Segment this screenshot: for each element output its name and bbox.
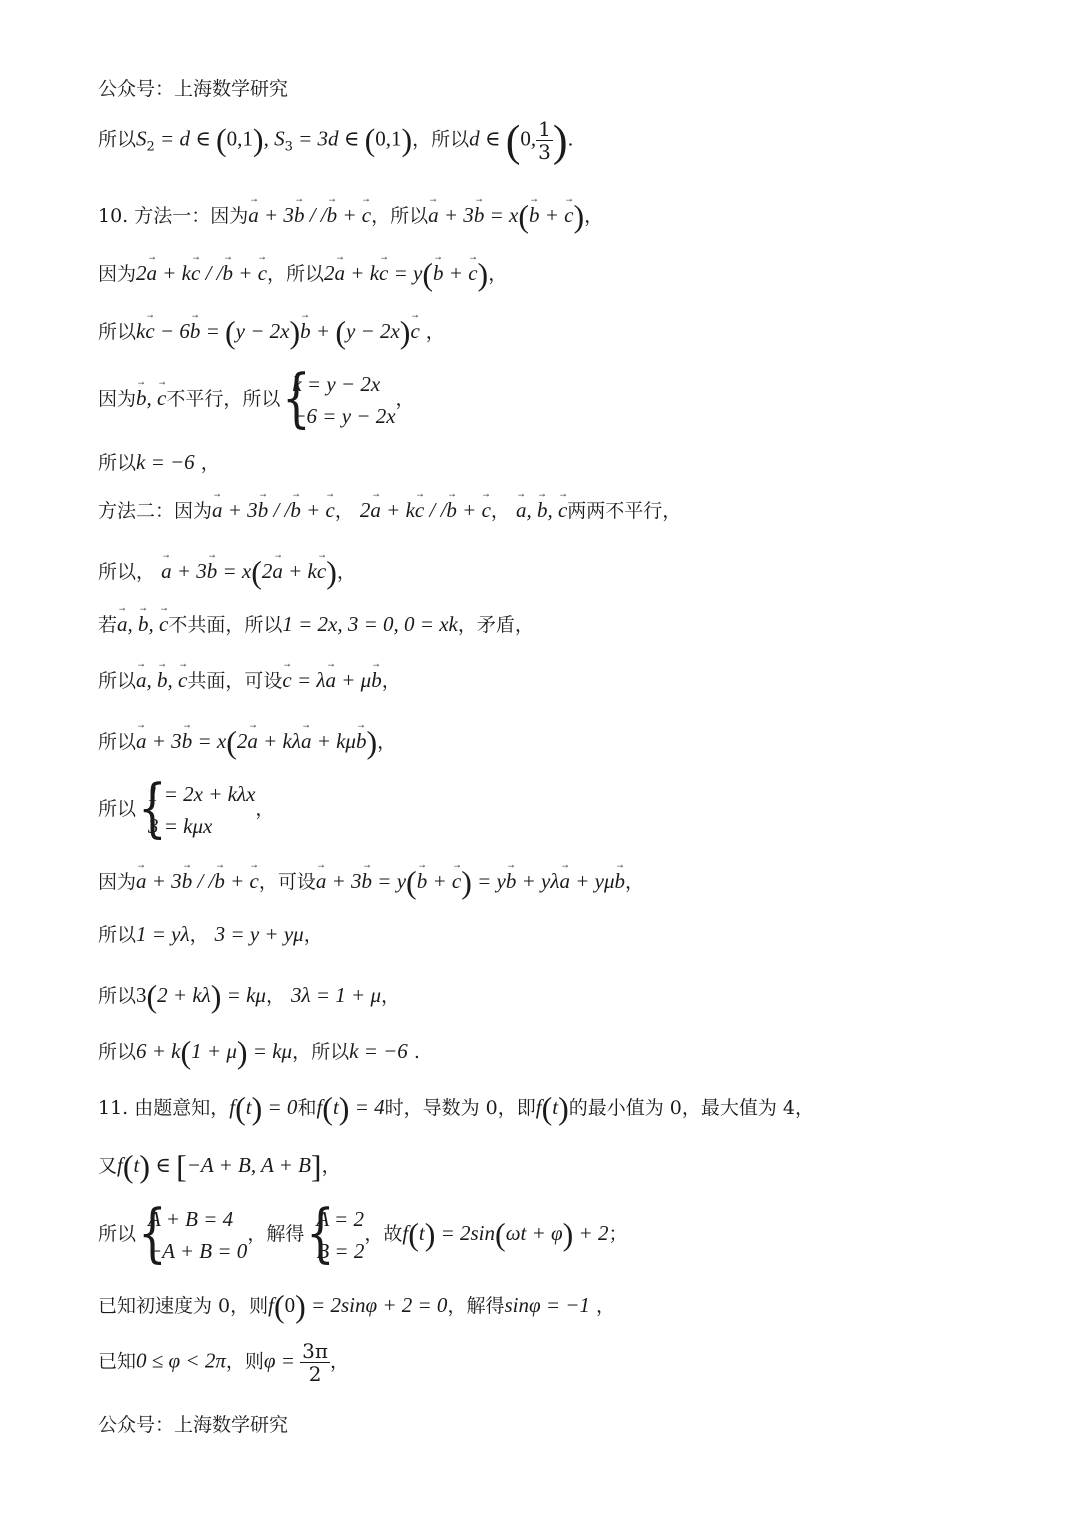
- equation-line-15: 所以3(2 + kλ) = kμ， 3λ = 1 + μ，: [98, 978, 401, 1014]
- equation-line-7: 方法二：因为→ a + 3→ b / /→ b + → c， 2→ a + k→ c / /→ b + → c， → a, → b, → c两两不平行，: [98, 500, 681, 521]
- equation-line-19: 所以 { A + B = 4 −A + B = 0 ，解得 { A = 2 B = 2 ，故f(t) = 2sin(ωt + φ) + 2；: [98, 1203, 627, 1267]
- equation-line-21: 已知0 ≤ φ < 2π，则φ = $\frac{3\pi}{2}$ ，: [98, 1339, 350, 1386]
- equation-line-17: 11. 由题意知，f(t) = 0和f(t) = 4时，导数为 0，即f(t)的最小值为 0，最大值为 4，: [98, 1090, 815, 1126]
- equation-system: { A + B = 4 −A + B = 0: [136, 1203, 247, 1267]
- equation-line-3: 因为2→ a + k→ c / /→ b + → c，所以2→ a + k→ c = y(→ b + → c)，: [98, 258, 507, 290]
- equation-line-13: 因为→ a + 3→ b / /→ b + → c，可设→ a + 3→ b = y(→ b + → c) = y→ b + yλ→ a + yμ→ b，: [98, 866, 644, 898]
- fraction-3pi-over-2: $\frac{3\pi}{2}$: [302, 1339, 329, 1386]
- equation-line-2: 10. 方法一：因为→ a + 3→ b / /→ b + → c，所以→ a + 3→ b = x(→ b + → c)，: [98, 200, 603, 232]
- fraction-one-third: $\frac{1}{3}$: [538, 117, 551, 164]
- equation-line-12: 所以 { 1 = 2x + kλx 3 = kμx ，: [98, 778, 274, 842]
- equation-line-20: 已知初速度为 0，则f(0) = 2sinφ + 2 = 0，解得sinφ = −1 ，: [98, 1288, 615, 1324]
- equation-line-5: 因为→ b, → c不平行，所以 { k = y − 2x −6 = y − 2x ，: [98, 368, 415, 432]
- line-text: 所以: [98, 128, 137, 151]
- header-watermark: 公众号：上海数学研究: [98, 78, 289, 100]
- equation-line-6: 所以k = −6 ，: [98, 450, 220, 474]
- equation-line-9: 若→ a, → b, → c不共面，所以1 = 2x, 3 = 0, 0 = xk，矛盾，: [98, 614, 534, 635]
- equation-line-1: 所以$S_2 = d$ ∈ (0,1), $S_3 = 3d$ ∈ (0,1)，所以d ∈ (0, $\frac{1}{3}$ ).: [98, 116, 574, 166]
- equation-system: { k = y − 2x −6 = y − 2x: [280, 368, 395, 432]
- equation-line-10: 所以→ a, → b, → c共面，可设→ c = λ→ a + μ→ b，: [98, 670, 401, 691]
- footer-watermark: 公众号：上海数学研究: [98, 1414, 289, 1436]
- equation-line-14: 所以1 = yλ， 3 = y + yμ，: [98, 922, 323, 946]
- equation-line-4: 所以k→ c − 6→ b = (y − 2x)→ b + (y − 2x)→ c ，: [98, 316, 445, 348]
- equation-system: { 1 = 2x + kλx 3 = kμx: [136, 778, 255, 842]
- line-text: 所以: [431, 128, 470, 151]
- equation-line-8: 所以， → a + 3→ b = x(2→ a + k→ c)，: [98, 556, 356, 588]
- equation-system: { A = 2 B = 2: [304, 1203, 364, 1267]
- equation-line-11: 所以→ a + 3→ b = x(2→ a + kλ→ a + kμ→ b)，: [98, 726, 396, 758]
- equation-line-18: 又f(t) ∈ [−A + B, A + B]，: [98, 1148, 341, 1184]
- equation-line-16: 所以6 + k(1 + μ) = kμ，所以k = −6 .: [98, 1034, 420, 1070]
